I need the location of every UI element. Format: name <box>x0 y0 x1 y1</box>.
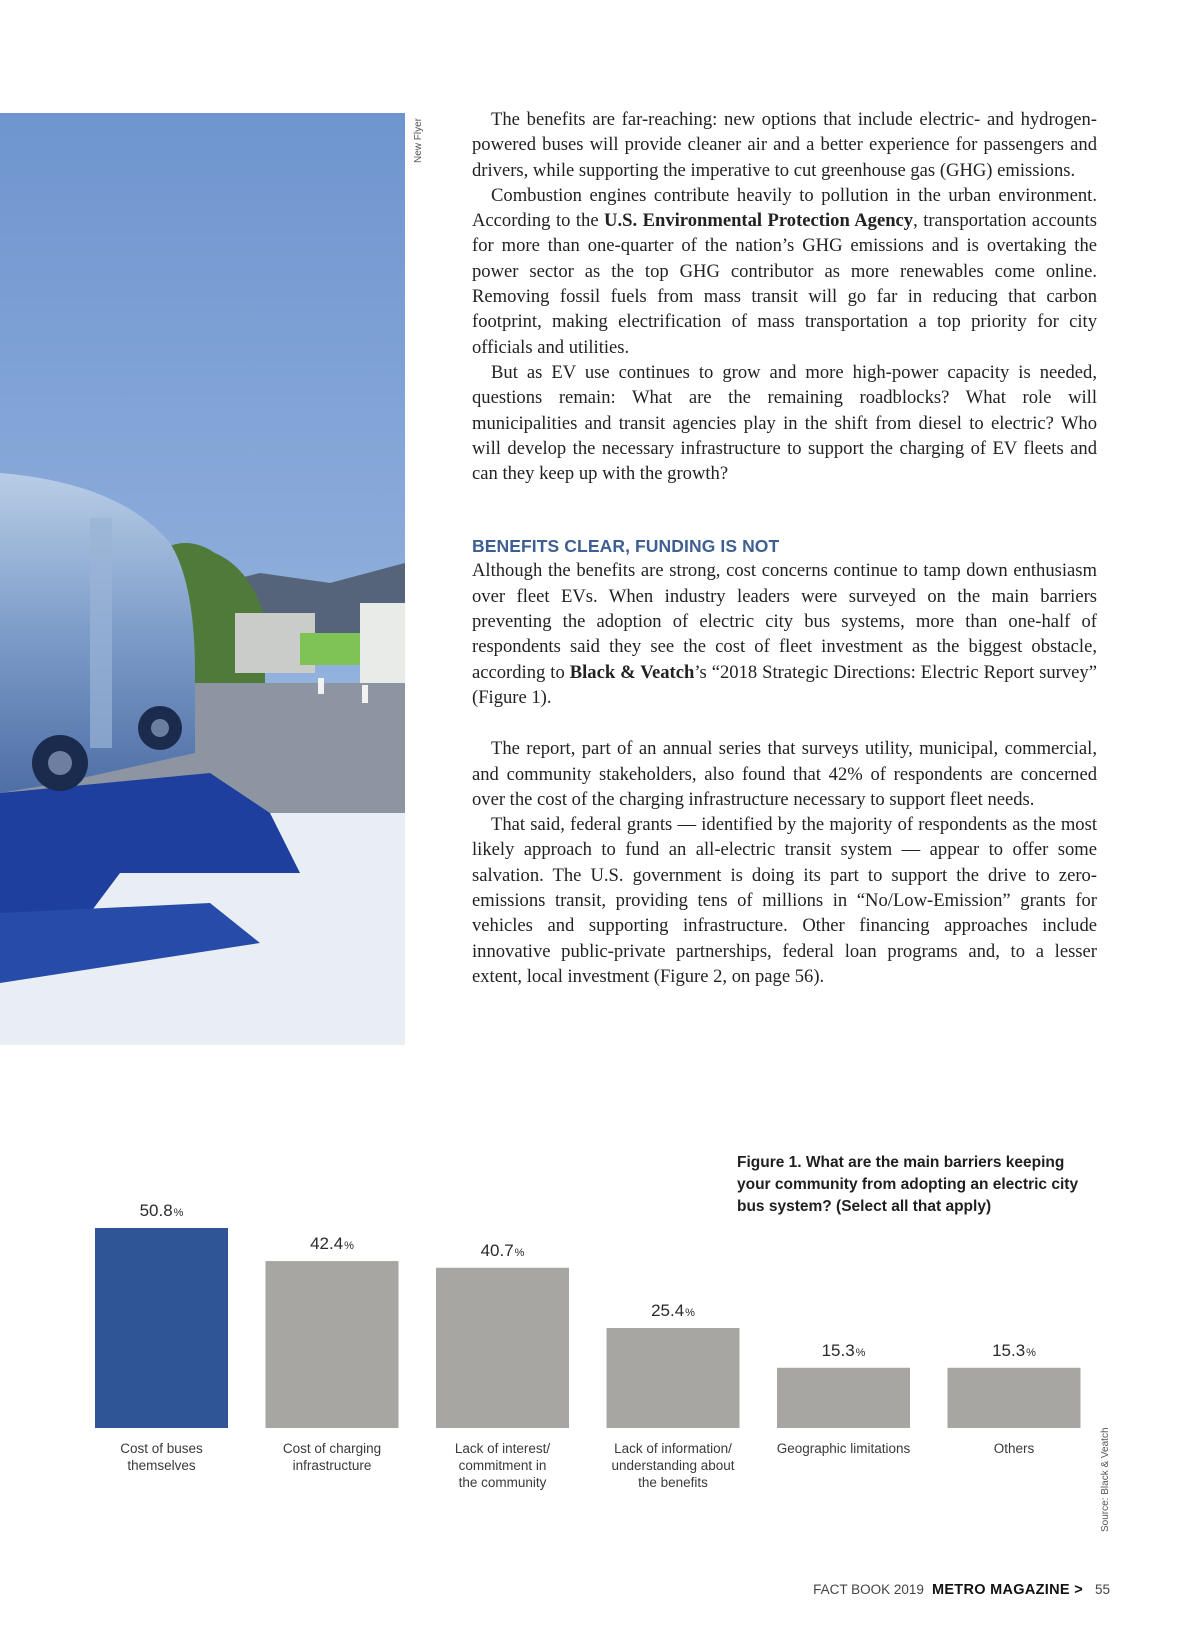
bar-6 <box>948 1368 1081 1428</box>
bar-2 <box>266 1261 399 1428</box>
article-paragraph <box>472 183 1097 360</box>
bar-value-label: 15.3% <box>821 1340 866 1360</box>
paragraph-text: ’s “2018 Strategic Directions: Electric Report survey” (Figure 1). <box>472 661 1097 708</box>
bar-value-label: 40.7% <box>480 1240 525 1260</box>
bar-chart-svg <box>0 1201 1150 1535</box>
bar-5 <box>777 1368 910 1428</box>
bar-value-unit: % <box>685 1307 695 1319</box>
article-paragraph: The benefits are far-reaching: new options that include electric- and hydrogen-powered buses will provide cleaner air and a better experience for passengers and drivers, while supporting the imperative to cut greenhouse gas (GHG) emissions. <box>472 109 1097 181</box>
bar-value-label: 25.4% <box>651 1301 695 1320</box>
bus-photo-image <box>0 113 405 1045</box>
bar-value-unit: % <box>855 1346 866 1359</box>
organization-name: Black & Veatch <box>569 661 695 683</box>
bar-value-unit: % <box>173 1207 184 1219</box>
figure-caption: Figure 1. What are the main barriers keeping your community from adopting an electric city bus system? (Select all that apply) <box>737 1154 1079 1215</box>
bar-value-label: 15.3% <box>992 1340 1036 1360</box>
page-number: 55 <box>1094 1582 1110 1597</box>
category-label: Lack of interest/ <box>454 1441 551 1456</box>
category-label: Cost of buses <box>120 1441 203 1456</box>
organization-name: U.S. Environmental Protection Agency <box>604 210 914 232</box>
category-label: the community <box>458 1475 547 1490</box>
article-paragraph: But as EV use continues to grow and more high-power capacity is needed, questions remain: What are the remaining roadblocks? What role will municipalities and transit agencies play in the shift from diesel to electric? Who will develop the necessary infrastructure to support the charging of EV fleets and can they keep up with the growth? <box>472 361 1097 485</box>
page-footer <box>813 1582 1110 1598</box>
footer-label: FACT BOOK 2019 <box>813 1582 924 1597</box>
bar-value-label: 50.8% <box>139 1201 184 1220</box>
category-label: themselves <box>127 1458 196 1473</box>
category-label: Lack of information/ <box>614 1441 732 1456</box>
bar-value-label: 42.4% <box>310 1234 354 1254</box>
article-paragraph: That said, federal grants — identified by the majority of respondents as the most likely approach to fund an all-electric transit system — appear to offer some salvation. The U.S. government is doing its part to support the drive to zero-emissions transit, providing tens of millions in “No/Low-Emission” grants for vehicles and supporting infrastructure. Other financing approaches include innovative public-private partnerships, federal loan programs and, to a lesser extent, local investment (Figure 2, on page 56). <box>472 814 1097 987</box>
article-body <box>472 107 1097 989</box>
category-label: commitment in <box>458 1458 547 1473</box>
bar-value-unit: % <box>1026 1346 1036 1359</box>
barriers-bar-chart <box>0 1201 1150 1535</box>
photo-credit: New Flyer <box>413 117 424 163</box>
category-label: Geographic limitations <box>776 1441 911 1456</box>
article-paragraph: The report, part of an annual series that surveys utility, municipal, commercial, and community stakeholders, also found that 42% of respondents are concerned over the cost of the charging infrastructure necessary to support fleet needs. <box>472 738 1097 810</box>
bus-photo <box>0 113 405 1045</box>
paragraph-text: , transportation accounts for more than one-quarter of the nation’s GHG emissions and is overtaking the power sector as the top GHG contributor as more renewables come online. Removing fossil fuels from mass transit will go far in reducing that carbon footprint, making electrification of mass transportation a top priority for city officials and utilities. <box>472 210 1097 358</box>
bar-4 <box>607 1328 740 1428</box>
category-label: infrastructure <box>292 1458 372 1473</box>
chart-source: Source: Black & Veatch <box>1100 1427 1111 1532</box>
paragraph-text: Combustion engines contribute heavily to pollution in the urban environment. According to the <box>472 184 1097 232</box>
magazine-name: METRO MAGAZINE > <box>931 1582 1083 1598</box>
category-label: understanding about <box>611 1458 735 1473</box>
article-paragraph <box>472 558 1097 710</box>
bar-value-unit: % <box>514 1246 525 1259</box>
bar-3 <box>436 1268 569 1428</box>
bar-value-unit: % <box>344 1240 354 1253</box>
section-heading: BENEFITS CLEAR, FUNDING IS NOT <box>472 536 780 557</box>
paragraph-text: Although the benefits are strong, cost concerns continue to tamp down enthusiasm over fleet EVs. When industry leaders were surveyed on the main barriers preventing the adoption of electric city bus systems, more than one-half of respondents said they see the cost of fleet investment as the biggest obstacle, according to <box>472 560 1097 683</box>
category-label: Cost of charging <box>282 1441 382 1456</box>
category-label: Others <box>993 1441 1035 1456</box>
bar-1 <box>95 1228 228 1428</box>
category-label: the benefits <box>638 1475 708 1490</box>
